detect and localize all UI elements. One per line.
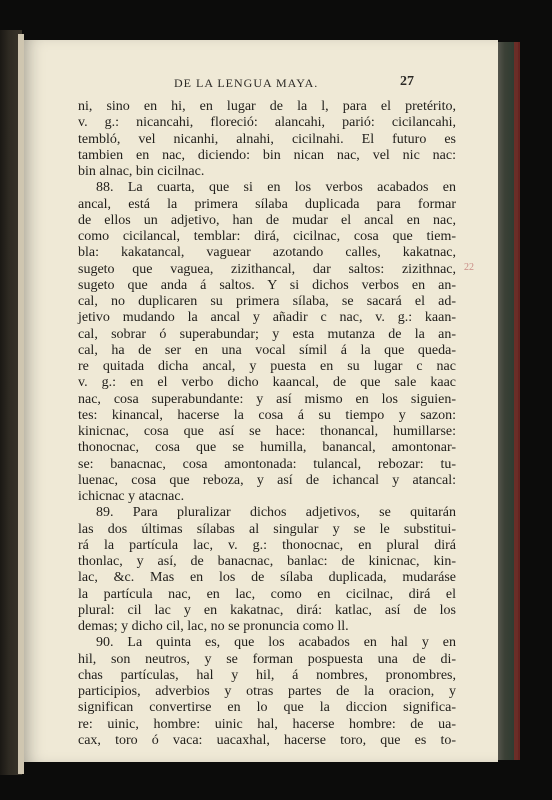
text-line: sugeto que vaguea, zizithancal, dar saltos: zizithnac,: [78, 261, 456, 277]
text-line: 89. Para pluralizar dichos adjetivos, se quitarán: [96, 505, 456, 521]
text-line: bla: kakatancal, vaguear azotando calles, kakatnac,: [78, 245, 456, 261]
book-page: [24, 40, 498, 762]
text-line: thonocnac, cosa que se humilla, banancal, amontonar-: [78, 440, 456, 456]
text-line: re quitada dicha ancal, y puesta en su lugar c nac: [78, 359, 456, 374]
text-line: la partícula nac, en lac, como en cicilnac, dirá el: [78, 586, 456, 602]
text-line: bin alnac, bin cicilnac.: [78, 164, 205, 179]
text-line: demas; y dicho cil, lac, no se pronuncia como ll.: [78, 619, 349, 634]
page-header: [24, 76, 498, 92]
text-line: v. g.: en el verbo dicho kaancal, de que sale kaac: [78, 375, 456, 391]
text-line: lac, &c. Mas en los de sílaba duplicada, mudaráse: [78, 570, 456, 586]
margin-note: 22: [464, 262, 474, 273]
text-line: cal, ha de ser en una vocal símil á la que queda-: [78, 342, 456, 358]
text-line: tembló, vel nicanhi, alnahi, cicilnahi. El futuro es: [78, 131, 456, 147]
text-line: plural: cil lac y en kakatnac, dirá: katlac, así de los: [78, 602, 456, 618]
text-line: ni, sino en hi, en lugar de la l, para el pretérito,: [78, 99, 456, 114]
book-cover-edge: [514, 42, 520, 760]
text-line: nac, cosa superabundante: y así mismo en los siguien-: [78, 391, 456, 407]
text-line: thonlac, y así, de banacnac, banlac: de kinicnac, kin-: [78, 554, 456, 569]
text-line: cax, toro ó vaca: uacaxhal, hacerse toro, que es to-: [78, 732, 456, 748]
text-line: cal, sobrar ó superabundar; y esta mutanza de la an-: [78, 326, 456, 342]
text-line: participios, adverbios y otras partes de la oracion, y: [78, 684, 456, 699]
page-body: [78, 99, 456, 749]
text-line: ancal, está la primera sílaba duplicada para formar: [78, 196, 456, 212]
text-line: rá la partícula lac, v. g.: thonocnac, en plural dirá: [78, 537, 456, 553]
text-line: significan convertirse en lo que la diccion significa-: [78, 700, 456, 716]
text-line: chas partículas, hal y hil, á nombres, pronombres,: [78, 667, 456, 683]
text-line: sugeto que anda á saltos. Y si dichos verbos en an-: [78, 277, 456, 293]
text-line: de ellos un adjetivo, han de mudar el ancal en nac,: [78, 212, 456, 228]
text-line: jetivo mudando la ancal y añadir c nac, v. g.: kaan-: [78, 310, 456, 326]
text-line: cal, no duplicaren su primera sílaba, se sacará el ad-: [78, 294, 456, 309]
text-line: ichicnac y atacnac.: [78, 489, 185, 504]
text-line: re: uinic, hombre: uinic hal, hacerse hombre: de ua-: [78, 716, 456, 732]
text-line: tes: kinancal, hacerse la cosa á su tiempo y sazon:: [78, 407, 456, 423]
text-line: como cicilancal, temblar: dirá, cicilnac, cosa que tiem-: [78, 229, 456, 244]
text-line: 90. La quinta es, que los acabados en hal y en: [96, 635, 456, 651]
text-line: se: banacnac, cosa amontonada: tulancal, rebozar: tu-: [78, 456, 456, 472]
text-line: hil, son neutros, y se forman pospuesta una de di-: [78, 651, 456, 667]
page-number: 27: [400, 74, 414, 89]
text-line: luenac, cosa que reboza, y así de ichancal y atancal:: [78, 472, 456, 488]
running-title: DE LA LENGUA MAYA.: [174, 76, 319, 90]
text-line: v. g.: nicancahi, floreció: alancahi, parió: cicilancahi,: [78, 115, 456, 131]
text-line: tambien en nac, diciendo: bin nican nac, vel nic nac:: [78, 147, 456, 163]
text-line: kinicnac, cosa que así se hace: thonancal, humillarse:: [78, 424, 456, 439]
text-line: 88. La cuarta, que si en los verbos acabados en: [96, 180, 456, 196]
text-line: las dos últimas sílabas al singular y se le substitui-: [78, 521, 456, 537]
